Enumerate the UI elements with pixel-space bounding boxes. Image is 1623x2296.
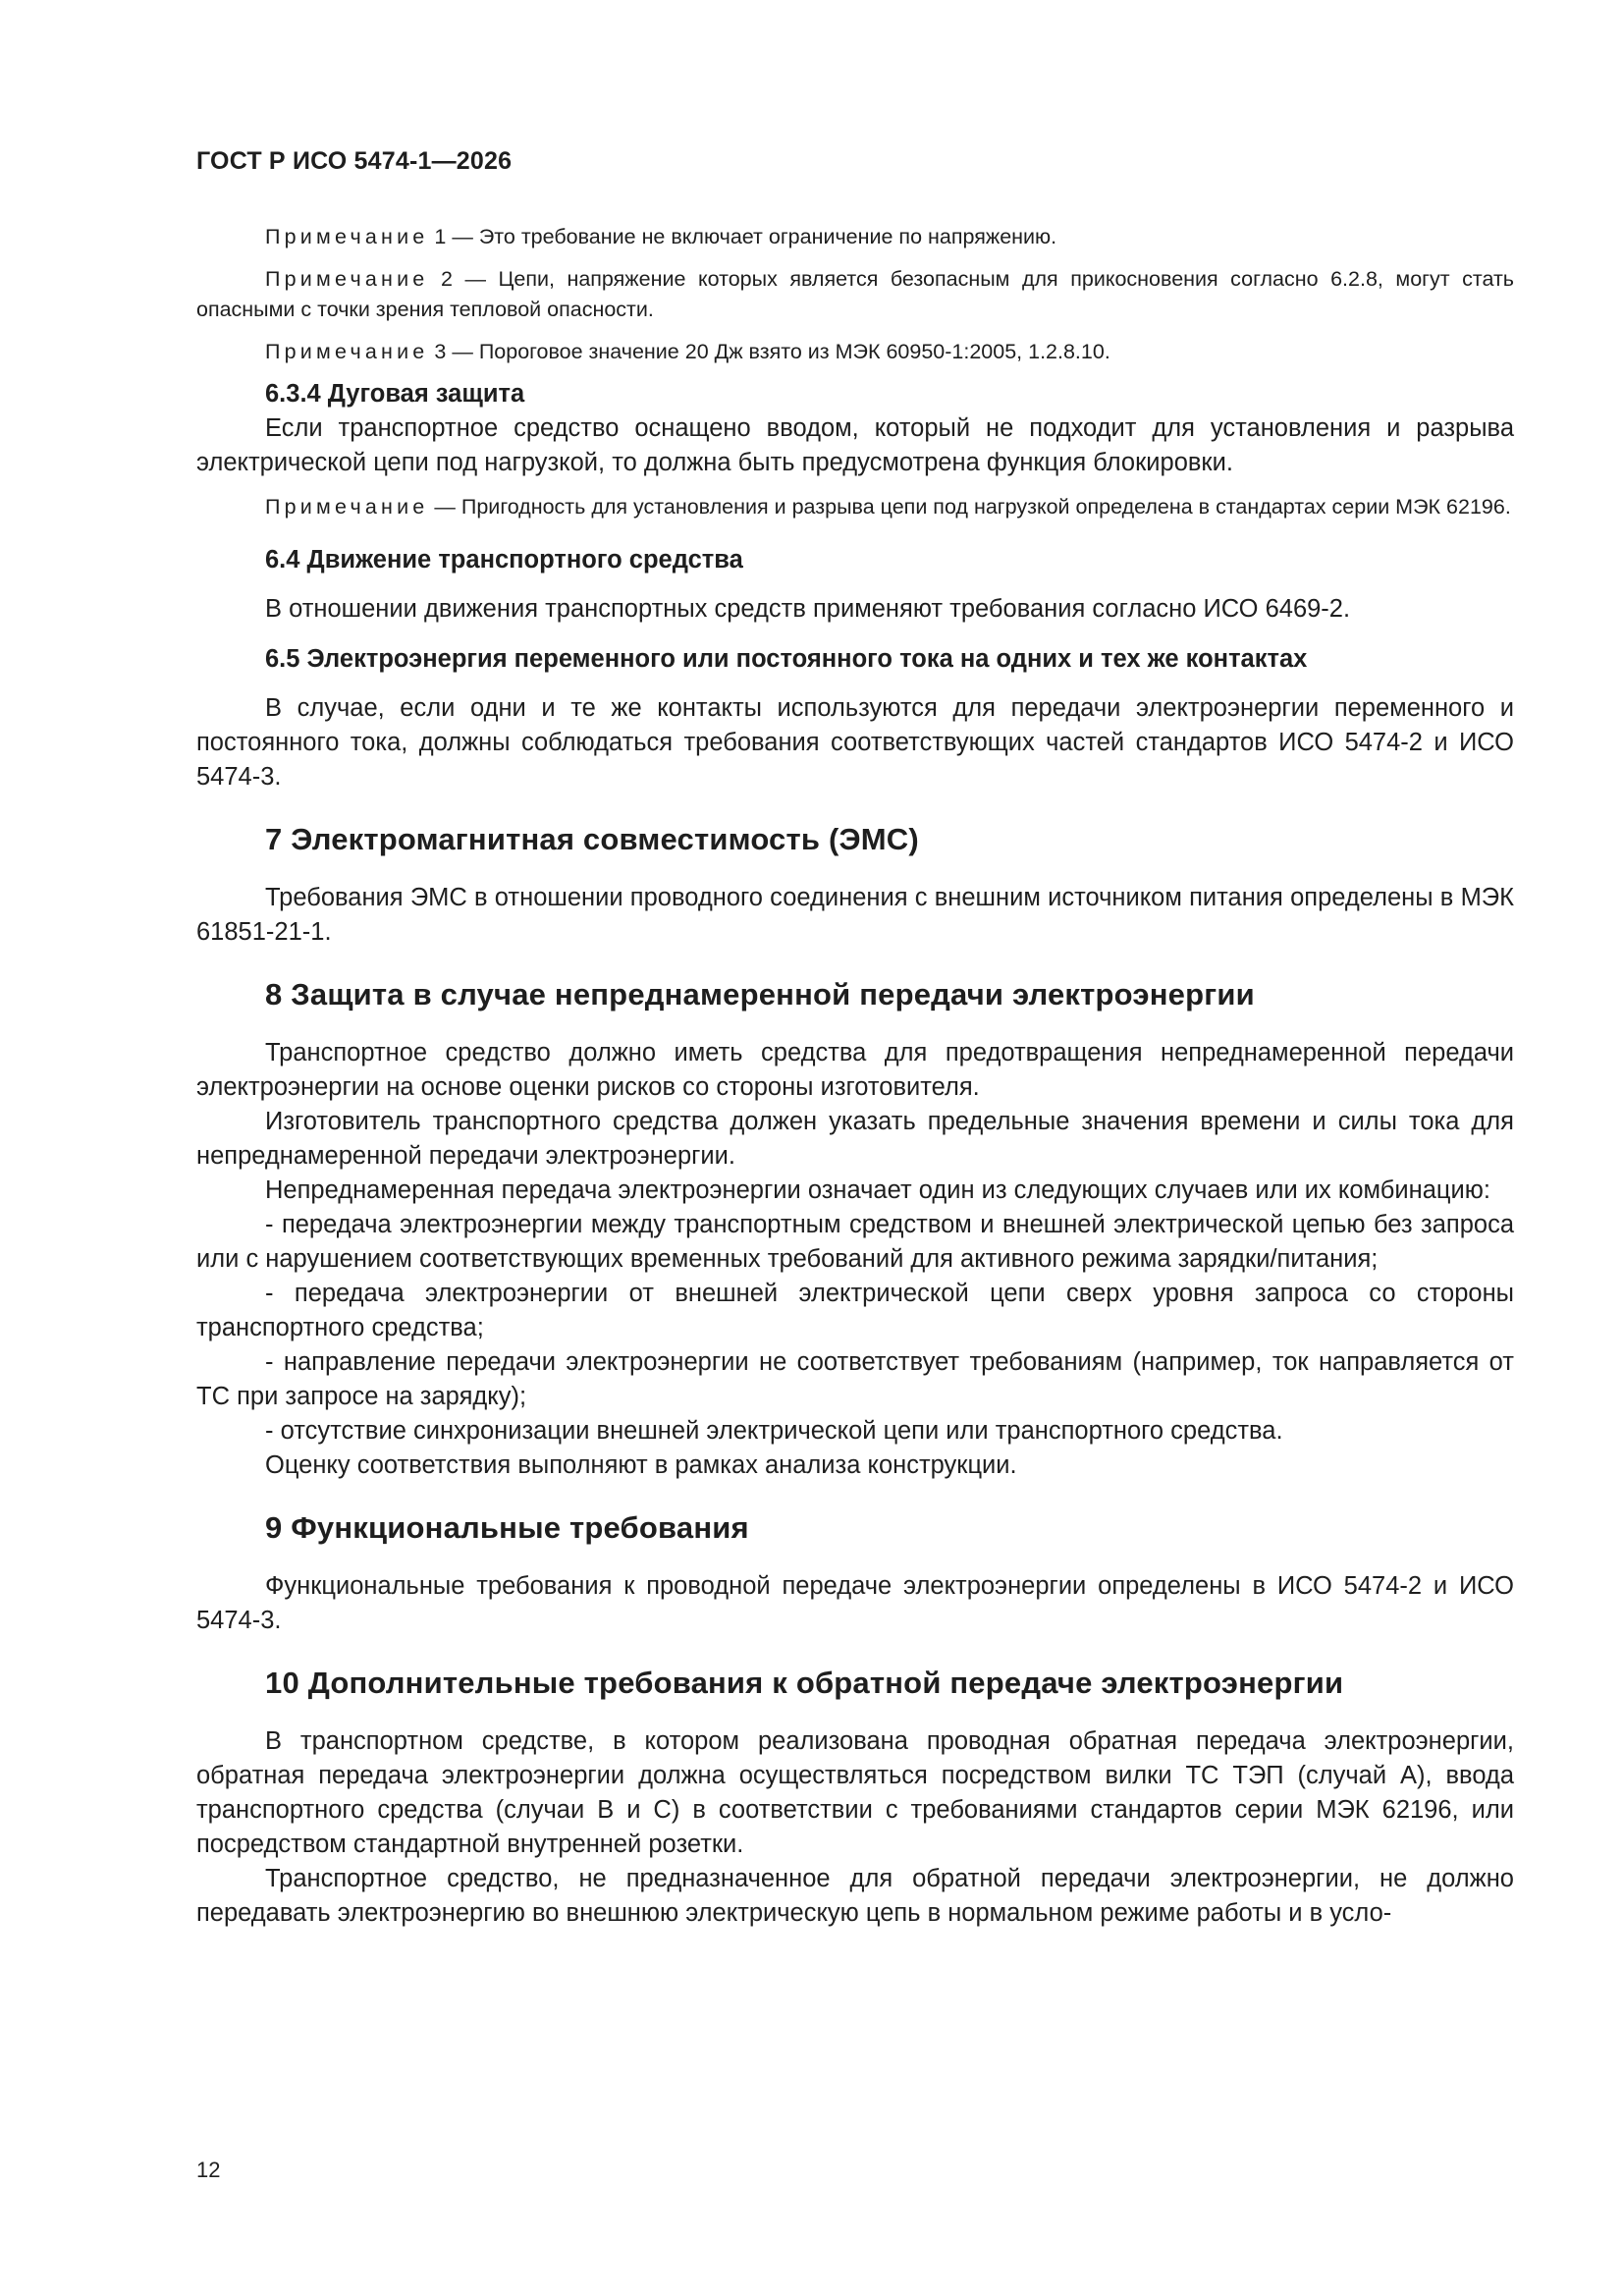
section-7-paragraph: Требования ЭМС в отношении проводного соединения с внешним источником питания определены в МЭК 61851-21-1. (196, 884, 1514, 946)
note-text: — Пригодность для установления и разрыва цепи под нагрузкой определена в стандартах серии МЭК 62196. (428, 495, 1511, 519)
section-8-title: 8 Защита в случае непреднамеренной передачи электроэнергии (265, 977, 1255, 1011)
note-label: Примечание (265, 340, 429, 363)
section-10-paragraph-2: Транспортное средство, не предназначенное для обратной передачи электроэнергии, не должно передавать электроэнергию во внешнюю электрическую цепь в нормальном режиме работы и в усло- (196, 1865, 1514, 1927)
note-text: 2 — Цепи, напряжение которых является безопасным для прикосновения согласно 6.2.8, могут стать опасными с точки зрения тепловой опасности. (196, 267, 1514, 321)
section-8-paragraph-1: Транспортное средство должно иметь средства для предотвращения непреднамеренной передачи электроэнергии на основе оценки рисков со стороны изготовителя. (196, 1039, 1514, 1101)
document-header: ГОСТ Р ИСО 5474-1—2026 (196, 147, 513, 175)
note-label: Примечание (265, 225, 429, 248)
section-8-paragraph-2: Изготовитель транспортного средства должен указать предельные значения времени и силы тока для непреднамеренной передачи электроэнергии. (196, 1108, 1514, 1170)
section-10-title: 10 Дополнительные требования к обратной передаче электроэнергии (265, 1666, 1344, 1700)
section-6-5-title: 6.5 Электроэнергия переменного или постоянного тока на одних и тех же контактах (265, 645, 1308, 673)
section-8-list-item: - направление передачи электроэнергии не соответствует требованиям (например, ток направляется от ТС при запросе на зарядку); (196, 1348, 1514, 1410)
section-8-list-item: - передача электроэнергии от внешней электрической цепи сверх уровня запроса со стороны транспортного средства; (196, 1280, 1514, 1341)
document-body (196, 222, 1514, 1931)
note-text: 3 — Пороговое значение 20 Дж взято из МЭК 60950-1:2005, 1.2.8.10. (428, 340, 1110, 363)
section-9-title: 9 Функциональные требования (265, 1510, 749, 1545)
section-8-paragraph-4: Оценку соответствия выполняют в рамках анализа конструкции. (265, 1451, 1017, 1479)
section-6-3-4-paragraph: Если транспортное средство оснащено вводом, который не подходит для установления и разрыва электрической цепи под нагрузкой, то должна быть предусмотрена функция блокировки. (196, 414, 1514, 476)
section-8-list-item: - передача электроэнергии между транспортным средством и внешней электрической цепью без запроса или с нарушением соответствующих временных требований для активного режима зарядки/питания; (196, 1211, 1514, 1273)
section-6-4-paragraph: В отношении движения транспортных средств применяют требования согласно ИСО 6469-2. (265, 595, 1351, 623)
page-number: 12 (196, 2158, 221, 2182)
section-10-paragraph-1: В транспортном средстве, в котором реализована проводная обратная передача электроэнергии, обратная передача электроэнергии должна осуществляться посредством вилки ТС ТЭП (случай А), ввода транспортного средства (случаи В и С) в соответствии с требованиями стандартов серии МЭК 62196, или посредством стандартной внутренней розетки. (196, 1727, 1514, 1858)
section-6-3-4-note (196, 492, 1514, 522)
note-1 (196, 222, 1514, 252)
note-2 (196, 264, 1514, 325)
note-text: 1 — Это требование не включает ограничение по напряжению. (428, 225, 1057, 248)
note-label: Примечание (265, 495, 429, 519)
section-9-paragraph: Функциональные требования к проводной передаче электроэнергии определены в ИСО 5474-2 и ИСО 5474-3. (196, 1572, 1514, 1634)
section-8-list-item: - отсутствие синхронизации внешней электрической цепи или транспортного средства. (265, 1417, 1283, 1445)
section-6-5-paragraph: В случае, если одни и те же контакты используются для передачи электроэнергии переменного и постоянного тока, должны соблюдаться требования соответствующих частей стандартов ИСО 5474-2 и ИСО 5474-3. (196, 694, 1514, 791)
note-label: Примечание (265, 267, 429, 291)
section-6-3-4-title: 6.3.4 Дуговая защита (265, 380, 525, 408)
section-7-title: 7 Электромагнитная совместимость (ЭМС) (265, 822, 919, 856)
section-8-paragraph-3: Непреднамеренная передача электроэнергии означает один из следующих случаев или их комбинацию: (265, 1176, 1490, 1204)
section-6-4-title: 6.4 Движение транспортного средства (265, 546, 743, 574)
note-3 (196, 337, 1514, 367)
